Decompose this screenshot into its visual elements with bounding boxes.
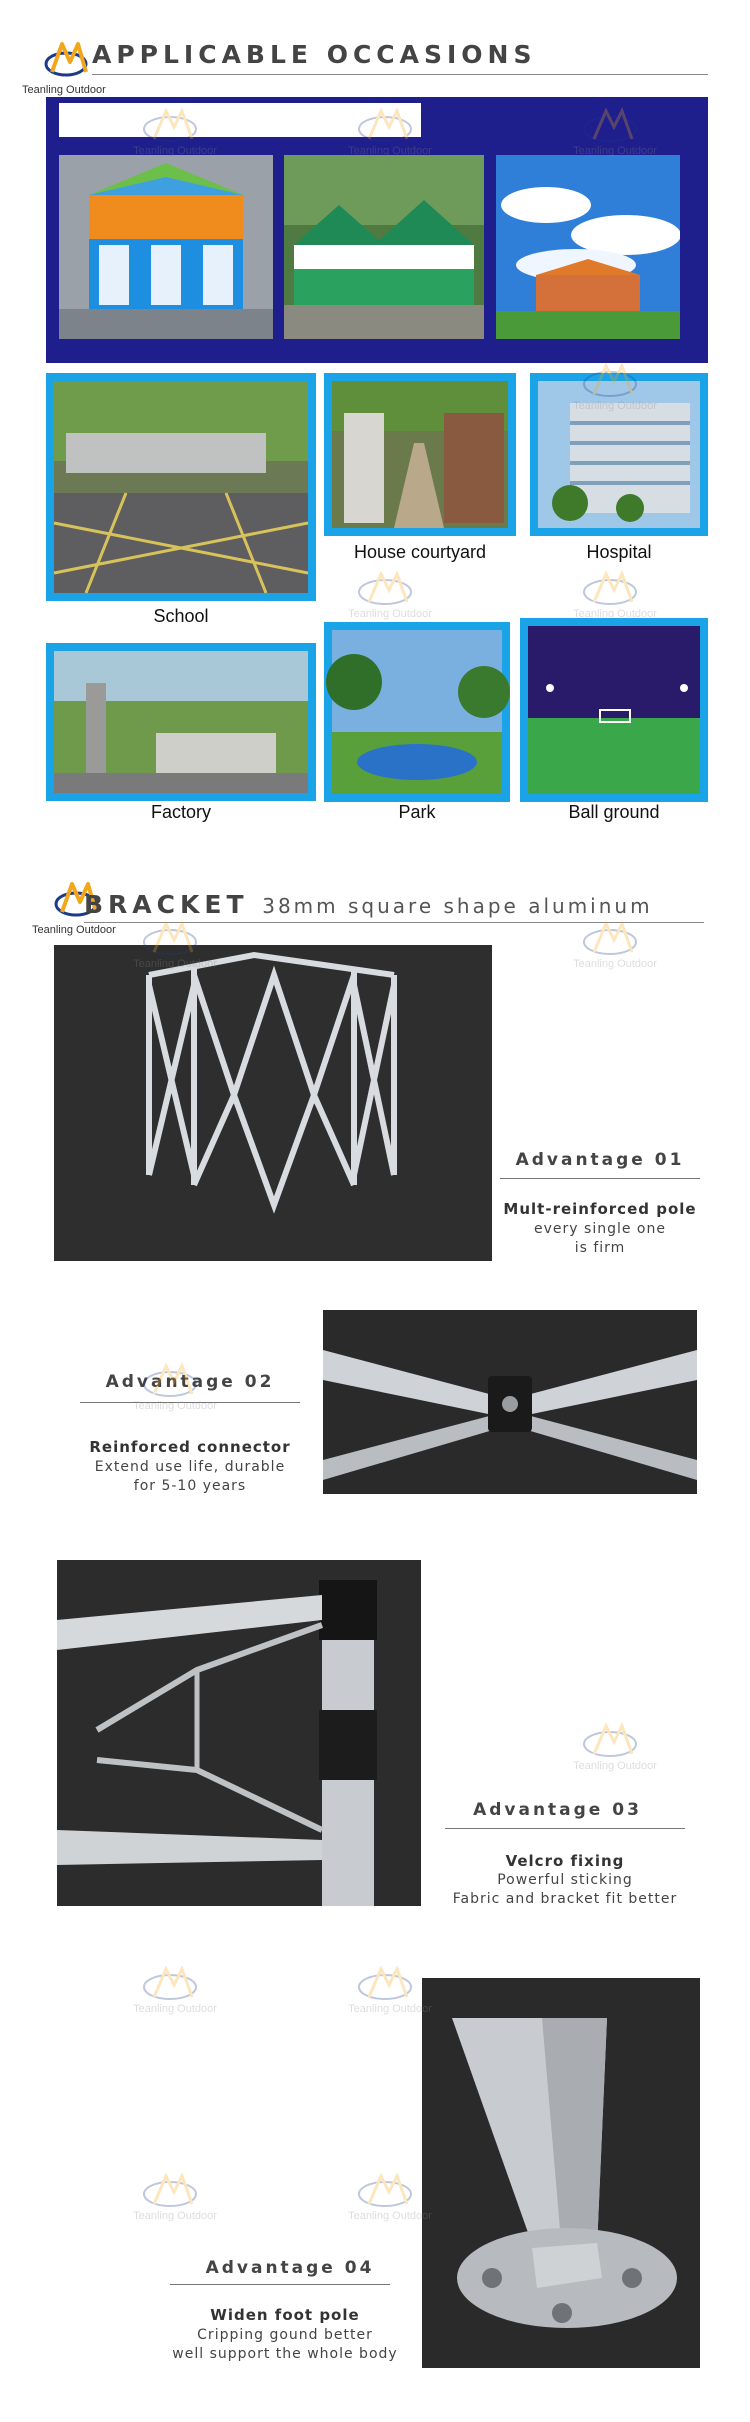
section-title-bracket-subtitle: 38mm square shape aluminum (262, 894, 653, 918)
photo-velcro-fixing (57, 1560, 421, 1906)
watermark-text: Teanling Outdoor (573, 608, 657, 620)
watermark-logo-icon (355, 568, 425, 608)
watermark (573, 568, 657, 620)
section-title-rule (92, 74, 708, 75)
brand-name: Teanling Outdoor (22, 84, 106, 96)
advantage-03-head: Velcro fixing (505, 1852, 625, 1870)
occasions-banner-panel (46, 97, 708, 363)
watermark-logo-icon (580, 568, 650, 608)
watermark (573, 918, 657, 970)
watermark (348, 2170, 432, 2222)
watermark-text: Teanling Outdoor (573, 1760, 657, 1772)
watermark-text: Teanling Outdoor (573, 400, 657, 412)
watermark-text: Teanling Outdoor (348, 2210, 432, 2222)
advantage-03-label: Advantage 03 (473, 1800, 642, 1820)
caption-hospital: Hospital (586, 542, 652, 562)
advantage-02-line1: Extend use life, durable (94, 1459, 286, 1475)
watermark-text: Teanling Outdoor (133, 145, 217, 157)
watermark-text: Teanling Outdoor (573, 145, 657, 157)
advantage-01-rule (500, 1178, 700, 1179)
section-title-rule-2 (84, 922, 704, 923)
watermark-text: Teanling Outdoor (348, 145, 432, 157)
watermark-logo-icon (580, 1720, 650, 1760)
advantage-03-line2: Fabric and bracket fit better (452, 1891, 678, 1907)
watermark-logo-icon (140, 2170, 210, 2210)
photo-factory (46, 643, 316, 801)
photo-house-courtyard (324, 373, 516, 536)
photo-aluminum-frame (54, 945, 492, 1261)
photo-promo-tent (59, 155, 273, 339)
watermark-text: Teanling Outdoor (133, 958, 217, 970)
advantage-01-line1: every single one (534, 1221, 666, 1237)
advantage-04-line1: Cripping gound better (197, 2327, 373, 2343)
watermark-logo-icon (355, 2170, 425, 2210)
advantage-02-label: Advantage 02 (105, 1372, 275, 1392)
photo-foot-pole (422, 1978, 700, 2368)
watermark-logo-icon (140, 1963, 210, 2003)
watermark (348, 568, 432, 620)
watermark-text: Teanling Outdoor (348, 608, 432, 620)
watermark (133, 2170, 217, 2222)
photo-connector (323, 1310, 697, 1494)
brand-logo-icon (44, 38, 94, 82)
advantage-02-head: Reinforced connector (89, 1438, 291, 1456)
photo-event-tents (284, 155, 484, 339)
advantage-02-rule (80, 1402, 300, 1403)
advantage-04-rule (170, 2284, 390, 2285)
section-title-bracket (84, 890, 653, 919)
advantage-04-line2: well support the whole body (172, 2346, 398, 2362)
advantage-01-head: Mult-reinforced pole (503, 1200, 697, 1218)
watermark-text: Teanling Outdoor (133, 1400, 217, 1412)
photo-park (324, 622, 510, 802)
watermark-text: Teanling Outdoor (348, 2003, 432, 2015)
watermark-logo-icon (355, 1963, 425, 2003)
caption-school: School (153, 606, 209, 626)
photo-sky-tent (496, 155, 680, 339)
advantage-04-head: Widen foot pole (210, 2306, 360, 2324)
advantage-04-label: Advantage 04 (205, 2258, 375, 2278)
advantage-02-line2: for 5-10 years (133, 1478, 247, 1494)
watermark-text: Teanling Outdoor (573, 958, 657, 970)
watermark-logo-icon (580, 918, 650, 958)
section-title-bracket-text: BRACKET (84, 890, 249, 919)
watermark-text: Teanling Outdoor (133, 2003, 217, 2015)
watermark-text: Teanling Outdoor (133, 2210, 217, 2222)
photo-school (46, 373, 316, 601)
watermark (573, 1720, 657, 1772)
advantage-03-line1: Powerful sticking (497, 1872, 633, 1888)
caption-park: Park (398, 802, 436, 822)
watermark (348, 1963, 432, 2015)
caption-ball-ground: Ball ground (568, 802, 660, 822)
photo-hospital (530, 373, 708, 536)
watermark (133, 1963, 217, 2015)
advantage-01-label: Advantage 01 (515, 1150, 685, 1170)
banner-white-strip (59, 103, 421, 137)
photo-ball-ground (520, 618, 708, 802)
section-title-occasions: APPLICABLE OCCASIONS (92, 40, 537, 69)
caption-factory: Factory (150, 802, 211, 822)
brand-name: Teanling Outdoor (32, 924, 116, 936)
advantage-03-rule (445, 1828, 685, 1829)
advantage-01-line2: is firm (574, 1240, 626, 1256)
caption-house-courtyard: House courtyard (353, 542, 487, 562)
